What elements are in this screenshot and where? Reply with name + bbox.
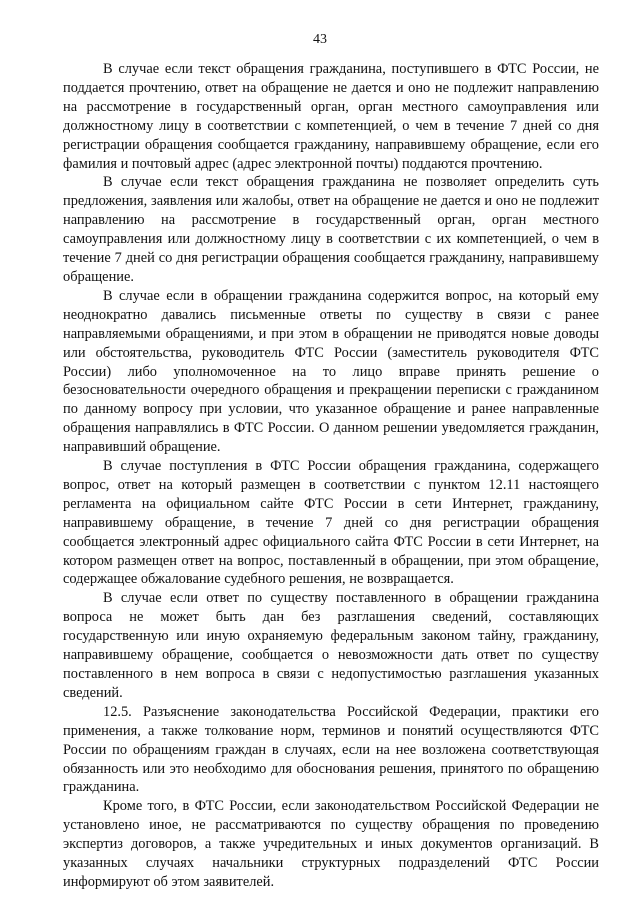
- paragraph-repeated-question: В случае если в обращении гражданина содержится вопрос, на который ему неоднократно давались письменные ответы по существу в связи с ранее направляемыми обращениями, и при этом в обращении не приводятся новые доводы или обстоятельства, руководитель ФТС России (заместитель руководителя ФТС России) либо уполномоченное на то лицо вправе принять решение о безосновательности очередного обращения и прекращении переписки с гражданином по данному вопросу при условии, что указанное обращение и ранее направленные обращения направлялись в ФТС России. О данном решении уведомляется гражданин, направивший обращение.: [63, 287, 599, 456]
- paragraph-unreadable-appeal: В случае если текст обращения гражданина, поступившего в ФТС России, не поддается прочтению, ответ на обращение не дается и оно не подлежит направлению на рассмотрение в государственный орган, орган местного самоуправления или должностному лицу в соответствии с компетенцией, о чем в течение 7 дней со дня регистрации обращения сообщается гражданину, направившему обращение, если его фамилия и почтовый адрес (адрес электронной почты) поддаются прочтению.: [63, 61, 599, 172]
- paragraph-classified-information: В случае если ответ по существу поставленного в обращении гражданина вопроса не может быть дан без разглашения сведений, составляющих государственную или иную охраняемую федеральным законом тайну, гражданину, направившему обращение, сообщается о невозможности дать ответ по существу поставленного в нем вопроса в связи с недопустимостью разглашения указанных сведений.: [63, 590, 599, 701]
- paragraph-expertise-not-reviewed: Кроме того, в ФТС России, если законодательством Российской Федерации не установлено иное, не рассматриваются по существу обращения по проведению экспертиз договоров, а также учредительных и иных документов организаций. В указанных случаях начальники структурных подразделений ФТС России информируют об этом заявителей.: [63, 798, 599, 890]
- paragraph-undefined-essence: В случае если текст обращения гражданина не позволяет определить суть предложения, заявления или жалобы, ответ на обращение не дается и оно не подлежит направлению на рассмотрение в государственный орган, орган местного самоуправления или должностному лицу в соответствии с их компетенцией, о чем в течение 7 дней со дня регистрации обращения сообщается гражданину, направившему обращение.: [63, 174, 599, 285]
- paragraph-answer-on-website: В случае поступления в ФТС России обращения гражданина, содержащего вопрос, ответ на который размещен в соответствии с пунктом 12.11 настоящего регламента на официальном сайте ФТС России в сети Интернет, гражданину, направившему обращение, в течение 7 дней со дня регистрации обращения сообщается электронный адрес официального сайта ФТС России в сети Интернет, на котором размещен ответ на вопрос, поставленный в обращении, при этом обращение, содержащее обжалование судебного решения, не возвращается.: [63, 458, 599, 588]
- page-number: 43: [313, 32, 327, 47]
- document-body: [63, 60, 599, 892]
- paragraph-section-12-5: 12.5. Разъяснение законодательства Российской Федерации, практики его применения, а также толкование норм, терминов и понятий осуществляются ФТС России по обращениям граждан в случаях, если на нее возложена соответствующая обязанность или это необходимо для обоснования решения, принятого по обращению гражданина.: [63, 703, 599, 796]
